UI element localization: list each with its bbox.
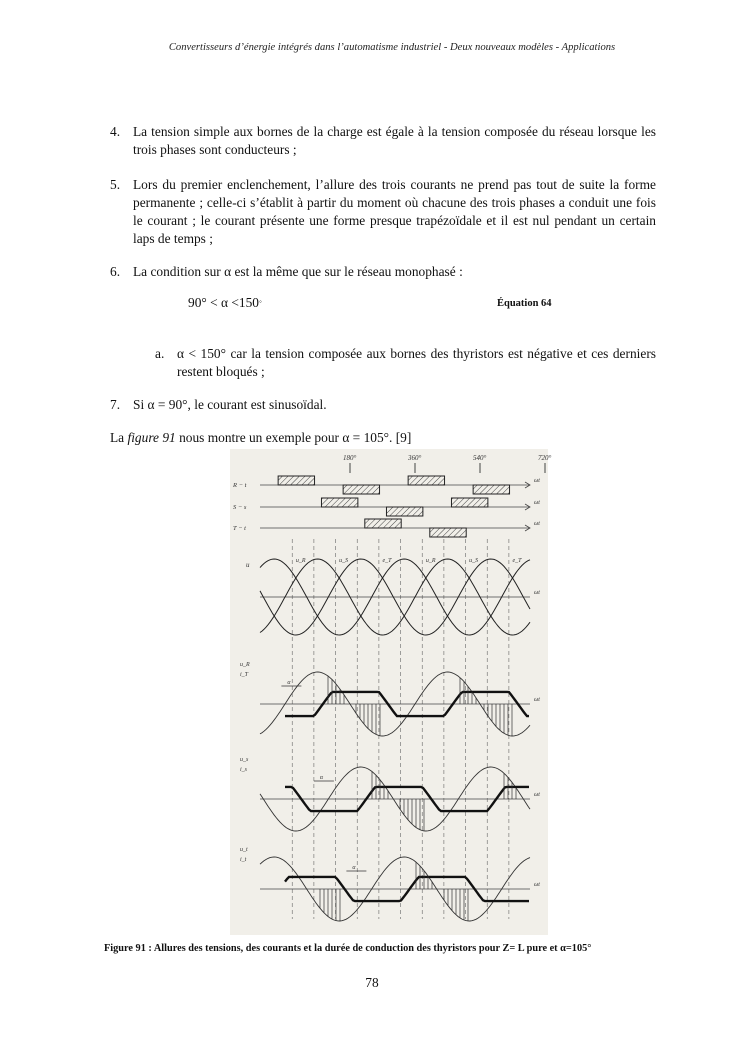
equation-degree: ◦ [259, 297, 262, 306]
row-label: i_t [240, 857, 247, 863]
para-prefix: La [110, 430, 128, 445]
list-text: α < 150° car la tension composée aux bornes des thyristors est négative et ces derniers restent bloqués ; [177, 346, 656, 379]
row-label: T − t [233, 525, 246, 532]
axis-label: ωt [534, 521, 540, 527]
wave-label: u_S [469, 558, 479, 564]
waveform-diagram [230, 449, 552, 935]
axis-label: ωt [534, 882, 540, 888]
row-label: i_s [240, 767, 248, 773]
axis-label: ωt [534, 478, 540, 484]
row-label: u_R [240, 662, 250, 668]
alpha-label: α [287, 680, 291, 686]
row-label: u_s [240, 757, 249, 763]
figure-91-image [230, 449, 552, 935]
conduction-block [321, 498, 357, 507]
wave-label: u_R [425, 558, 436, 564]
row-label: i_T [240, 672, 249, 678]
axis-label: ωt [534, 590, 540, 596]
list-text: Si α = 90°, le courant est sinusoïdal. [133, 397, 327, 412]
wave-label: u_R [295, 558, 306, 564]
para-suffix: nous montre un exemple pour α = 105°. [9] [175, 430, 412, 445]
figure-link[interactable]: figure 91 [127, 430, 176, 445]
row-label: S − s [233, 504, 247, 511]
conduction-block [365, 519, 401, 528]
axis-label: ωt [534, 500, 540, 506]
figure-caption: Figure 91 : Allures des tensions, des courants et la durée de conduction des thyristors pour Z= L pure et α=105° [104, 943, 592, 954]
list-number: 7. [110, 397, 121, 412]
row-label: u_t [240, 847, 248, 853]
wave-label: e_T [512, 558, 522, 564]
conduction-block [343, 485, 379, 494]
list-number: a. [155, 346, 165, 361]
list-number: 6. [110, 264, 121, 279]
list-number: 4. [110, 124, 121, 139]
axis-label: ωt [534, 792, 540, 798]
list-number: 5. [110, 177, 121, 192]
angle-tick-label: 360° [408, 454, 422, 462]
running-header: Convertisseurs d’énergie intégrés dans l’automatisme industriel - Deux nouveaux modèles - Applications [168, 42, 616, 53]
wave-label: e_T [382, 558, 392, 564]
angle-tick-label: 720° [538, 454, 552, 462]
axis-label: ωt [534, 697, 540, 703]
conduction-block [473, 485, 509, 494]
conduction-block [386, 507, 422, 516]
list-text: Lors du premier enclenchement, l’allure des trois courants ne prend pas tout de suite la forme permanente ; celle-ci s’établit à partir du moment où chacune des trois phases a conduit une fois le courant ; le courant présente une forme presque trapézoïdale et il est nul pendant un certain laps de temps ; [133, 177, 656, 246]
row-label: u [246, 561, 250, 569]
angle-tick-label: 540° [473, 454, 487, 462]
conduction-block [451, 498, 487, 507]
equation-text: 90° < α <150 [188, 295, 259, 310]
conduction-block [430, 528, 466, 537]
page-number: 78 [365, 975, 379, 990]
figure-reference-paragraph [110, 430, 411, 446]
row-label: R − t [233, 482, 247, 489]
equation-label: Équation 64 [497, 298, 552, 309]
conduction-block [278, 476, 314, 485]
wave-label: u_S [339, 558, 349, 564]
list-text: La condition sur α est la même que sur le réseau monophasé : [133, 264, 463, 279]
alpha-label: α [319, 775, 324, 781]
alpha-label: α [352, 865, 356, 871]
conduction-block [408, 476, 444, 485]
list-text: La tension simple aux bornes de la charge est égale à la tension composée du réseau lorsque les trois phases sont conducteurs ; [133, 124, 656, 157]
angle-tick-label: 180° [343, 454, 357, 462]
equation [188, 295, 262, 311]
